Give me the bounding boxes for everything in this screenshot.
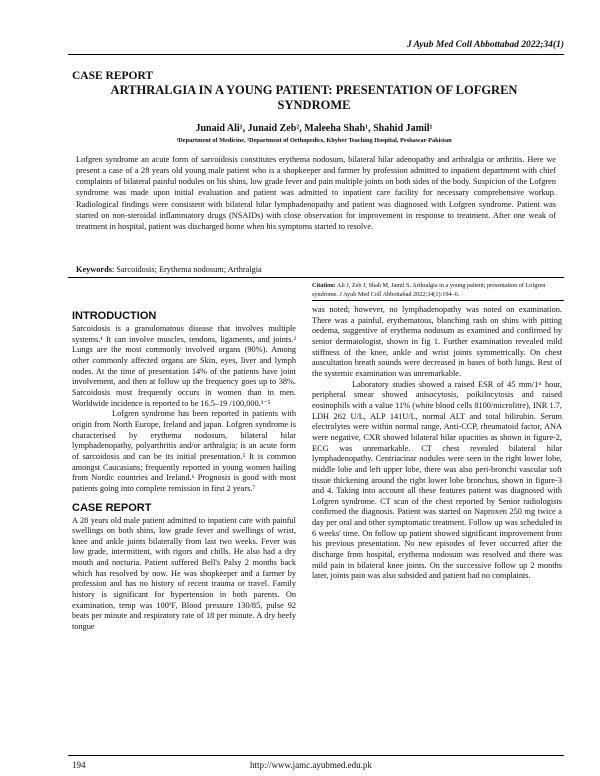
title-line-1: ARTHRALGIA IN A YOUNG PATIENT: PRESENTATION OF LOFGREN [110,83,518,97]
case-report-heading: CASE REPORT [72,501,152,514]
case-paragraph-3: Laboratory studies showed a raised ESR of 45 mm/1ˢᵗ hour, peripheral smear showed anisocytosis, poikilocytosis and raised eosinophils with a value 11% (white blood cells 8100/microlitre), INR 1.7, LDH 262 U/L, ALP 141U/L, normal ALT and total bilirubin. Serum electrolytes were within normal range, Anti-CCP, rheumatoid factor, ANA were negative, CXR showed bilateral hilar opacities as shown in figure-2, ECG was unremarkable. CT chest revealed bilateral hilar lymphadenopathy. Centriacinar nodules were seen in the right lower lobe, middle lobe and left upper lobe, there was also peri-bronchi vascular soft tissue thickening around the right lower lobe bronchus, shown in figure-3 and 4. Taking into account all these features patient was diagnosed with Lofgren syndrome. CT scan of the chest reported by Senior radiologists confirmed the diagnosis. Patient was started on Naproxen 250 mg twice a day per oral and other symptomatic treatment. Follow up was scheduled in 6 weeks' time. On follow up patient showed significant improvement from his previous presentation. No new episodes of fever occurred after the discharge from hospital, erythema nodosum was resolved and there was mild pain in bilateral knee joints. On the successive follow up 2 months later, joints pain was also subsided and patient had no complaints. [312,379,562,581]
footer-rule [68,755,564,756]
intro-paragraph-2: Lofgren syndrome has been reported in patients with origin from North Europe, Ireland and japan. Lofgren syndrome is characterised by erythema nodosum, bilateral hilar lymphadenopathy, polyarthritis and/or arthralgia; is an acute form of sarcoidosis and can be its initial presentation.⁵ It is common amongst Caucasians; frequently reported in young women hailing from Nordic countries and Ireland.⁶ Prognosis is good with most patients going into complete remission in first 2 years.⁷ [72,409,296,493]
journal-header: J Ayub Med Coll Abbottabad 2022;34(1) [406,40,564,50]
citation-text: Ali J, Zeb J, Shah M, Jamil S. Arthralgia in a young patient; presentation of Lofgren syndrome. J Ayub Med Coll Abbottabad 2022;34(1):194–6. [312,282,546,298]
intro-paragraph-1: Sarcoidosis is a granulomatous disease that involves multiple systems.¹ It can involve muscles, tendons, ligaments, and joints.² Lungs are the most commonly involved organs (90%). Among other commonly affected organs are Skin, eyes, liver and lymph nodes. At the time of presentation 14% of the patients have joint involvement, and then at follow up the frequency goes up to 38%. Sarcoidosis most frequently occurs in women than in men. Worldwide incidence is reported to be 16.5–19 /100,000.³⁻⁵ [72,324,296,408]
keywords-label: Keywords [76,265,112,274]
case-paragraph-1: A 28 years old male patient admitted to inpatient care with painful swellings on both shins, low grade fever and swellings of wrist, knee and ankle joints bilaterally from last two weeks. Fever was low grade, intermittent, with rigors and chills. He also had a dry mouth and nocturia. Patient suffered Bell's Palsy 2 months back which has resolved by now. He was shopkeeper and a farmer by profession and has no history of recent trauma or travel. Family history is significant for hypertension in both parents. On examination, temp was 100ºF, Blood pressure 130/85, pulse 92 beats per minute and respiratory rate of 18 per minute. A dry beefy tongue [72,515,296,632]
header-rule [68,54,564,55]
article-type-label: CASE REPORT [72,70,154,82]
citation-rule [312,300,564,301]
citation [312,281,562,299]
affiliations: ¹Department of Medicine, ²Department of Orthopedics, Khyber Teaching Hospital, Peshawar-Pakistan [176,137,452,144]
citation-label: Citation: [312,282,336,289]
right-column [312,305,562,582]
article-title [68,83,560,113]
case-paragraph-2: was noted; however, no lymphadenopathy was noted on examination. There was a painful, erythematous, blanching rash on shins with pitting oedema, suggestive of erythema nodosum as examined and confirmed by senior dermatologist, shown in fig 1. Further examination revealed mild stiffness of the knee, ankle and wrist joints symmetrically. On chest auscultation breath sounds were decreased in bases of both lungs. Rest of the systemic examination was unremarkable. [312,305,562,378]
abstract: Lofgren syndrome an acute form of sarcoidosis constitutes erythema nodosum, bilateral hilar adenopathy and arthralgia or arthritis. Here we present a case of a 28 years old young male patient who is a shopkeeper and farmer by profession admitted to inpatient department with chief complaints of bilateral painful nodules on his shins, low grade fever and pain multiple joints on both sides of the body. Suspicion of the Lofgren syndrome was made upon initial evaluation and patient was admitted to inpatient care facility for necessary comprehensive workup. Radiological findings were consistent with bilateral hilar lymphadenopathy and patient was diagnosed with Lofgren syndrome. Patient was started on non-steroidal inflammatory drugs (NSAIDs) with close observation for improvement in response to treatment. After one weak of treatment in hospital, patient was discharged home when his symptoms started to resolve. [76,155,556,231]
abstract-rule [68,277,564,278]
journal-url-link[interactable]: http://www.jamc.ayubmed.edu.pk [250,760,372,770]
author-list: Junaid Ali¹, Junaid Zeb², Maleeha Shah¹, Shahid Jamil¹ [195,123,433,134]
left-column [72,310,296,633]
introduction-heading: INTRODUCTION [72,310,157,322]
page-number: 194 [72,760,86,770]
title-line-2: SYNDROME [277,98,351,112]
keywords-line [76,264,556,275]
keywords-text: : Sarcoidosis; Erythema nodosum; Arthralgia [111,265,262,274]
